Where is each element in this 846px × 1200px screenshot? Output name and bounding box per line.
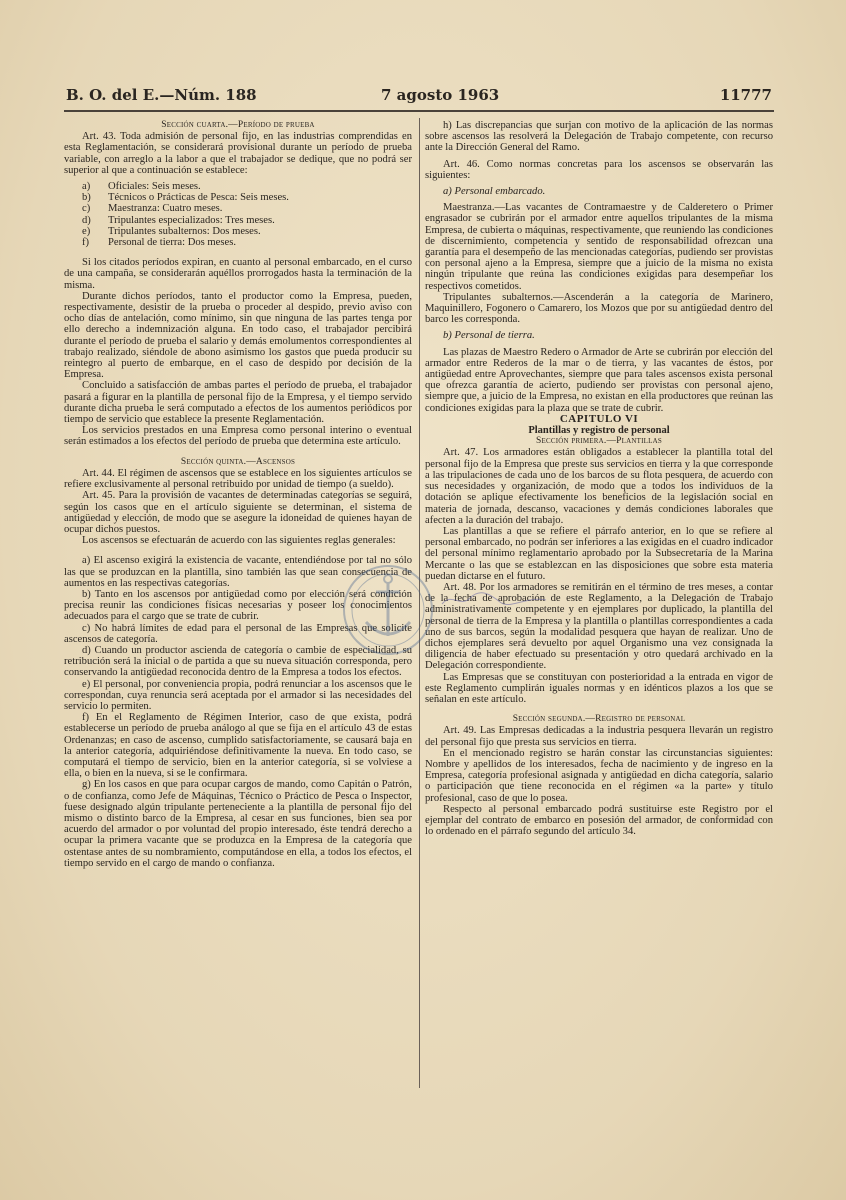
header-page-number: 11777 xyxy=(719,86,772,104)
paragraph: En el mencionado registro se harán constar las circunstancias siguientes: Nombre y apellidos de los interesados, fecha de nacimiento y de ingreso en la Empresa, categoría profesional asignada y antigüedad en dicha categoría, salario o participación que tiene reconocida en el régimen «a la parte» y título profesional, caso de que lo posea. xyxy=(425,747,773,804)
list-item: a) Oficiales: Seis meses. xyxy=(82,181,201,193)
rule-h: h) Las discrepancias que surjan con motivo de la aplicación de las normas sobre ascensos las resolverá la Delegación de Trabajo competente, con recurso ante la Dirección General del Ramo. xyxy=(425,120,773,154)
paragraph: Los servicios prestados en una Empresa como personal interino o eventual serán estimados a los efectos del período de prueba que determina este artículo. xyxy=(64,425,412,448)
rule-e: e) El personal, por conveniencia propia, podrá renunciar a los ascensos que le correspondan, cuya renuncia será aceptada por el armador si las necesidades del servicio lo permiten. xyxy=(64,678,412,712)
paragraph: Los ascensos se efectuarán de acuerdo con las siguientes reglas generales: xyxy=(82,535,396,547)
left-column xyxy=(64,120,412,869)
rule-a: a) El ascenso exigirá la existencia de vacante, entendiéndose por tal no sólo las que se produzcan en la plantilla, sino también las que sean consecuencia de aumentos en las respectivas categorías. xyxy=(64,555,412,589)
article-44: Art. 44. El régimen de ascensos que se establece en los siguientes artículos se refiere exclusivamente al personal retribuido por unidad de tiempo (a sueldo). xyxy=(64,467,412,491)
list-item: c) Maestranza: Cuatro meses. xyxy=(82,203,223,215)
list-item: f) Personal de tierra: Dos meses. xyxy=(82,237,236,249)
page-header xyxy=(66,86,772,108)
article-48: Art. 48. Por los armadores se remitirán en el término de tres meses, a contar de la fecha de aprobación de este Reglamento, a la Delegación de Trabajo administrativamente competente y en ejemplares por duplicado, la plantilla del personal de tierra de la Empresa y la plantilla o plantillas correspondientes a cada uno de sus barcos, según la modalidad pesquera que hayan de realizar. Uno de dichos ejemplares será devuelto por aquel Organismo una vez consignada la diligencia de haber efectuado su presentación y otro quedará archivado en la Delegación correspondiente. xyxy=(425,581,773,672)
paragraph: Si los citados períodos expiran, en cuanto al personal embarcado, en el curso de una campaña, se considerarán aquéllos prorrogados hasta la terminación de la misma. xyxy=(64,257,412,291)
list-item: b) Técnicos o Prácticas de Pesca: Seis meses. xyxy=(82,192,289,204)
article-46: Art. 46. Como normas concretas para los ascensos se observarán las siguientes: xyxy=(425,158,773,181)
list-item: d) Tripulantes especializados: Tres meses. xyxy=(82,214,275,226)
paragraph-maestranza: Maestranza.—Las vacantes de Contramaestre y de Calderetero o Primer engrasador se cubrirán por el armador entre aquellos tripulantes de la misma Empresa, de cubierta o máquinas, respectivamente, que reuniendo las condiciones de discernimiento, competencia y sentido de responsabilidad ofrezcan una garantía para el desempeño de las mencionadas categorías, pudiendo ser provistas con personal ajeno a la Empresa, siempre que a juicio de la misma no exista ningún tripulante que reúna las condiciones exigidas para desempeñar los respectivos cometidos. xyxy=(425,202,773,292)
probation-list xyxy=(64,181,412,248)
subheading-embarked: a) Personal embarcado. xyxy=(443,186,546,198)
header-rule xyxy=(64,110,774,112)
rule-d: d) Cuando un productor ascienda de categoría o cambie de especialidad, su retribución será la inicial o de partida a que su nueva situación corresponda, pero conservando la antigüedad reconocida dentro de la Empresa a todos los efectos. xyxy=(64,644,412,679)
right-column xyxy=(425,120,773,837)
article-47: Art. 47. Los armadores están obligados a establecer la plantilla total del personal fijo de la Empresa que preste sus servicios en tierra y la que corresponde a las tripulaciones de cada uno de los barcos de su flota pesquera, de acuerdo con sus necesidades y organización, de modo que a todos los individuos de la dotación se aplique efectivamente los beneficios de la legislación social en materia de jornada, descanso, vacaciones y demás condiciones laborales que afecten a la duración del trabajo. xyxy=(425,447,773,526)
rule-b: b) Tanto en los ascensos por antigüedad como por elección será condición precisa reunir las condiciones físicas necesarias y poseer los conocimientos adecuados para el cargo que se trate de cubrir. xyxy=(64,588,412,623)
paragraph: Concluido a satisfacción de ambas partes el período de prueba, el trabajador pasará a figurar en la plantilla de personal fijo de la Empresa, y el tiempo servido durante dicha prueba le será computado a efectos de los aumentos periódicos por tiempo de servicio que establece la presente Reglamentación. xyxy=(64,380,412,426)
list-item: e) Tripulantes subalternos: Dos meses. xyxy=(82,225,261,237)
article-43: Art. 43. Toda admisión de personal fijo, en las industrias comprendidas en esta Reglamentación, se considerará provisional durante un período de prueba variable, con arreglo a la labor a que el trabajador se dedique, que no podrá ser superior al que a continuación se establece: xyxy=(64,131,412,176)
paragraph-plazas: Las plazas de Maestro Redero o Armador de Arte se cubrirán por elección del armador entre Rederos de la mar o de tierra, y las vacantes de éstos, por antigüedad entre Aprovechantes, siempre que para tales ascensos exista personal que ofrezca garantía de acierto, pudiendo ser provistas con personal ajeno, siempre que, a juicio de la Empresa, no existan en ella productores que reúnan las condiciones exigidas para la plaza que se trate de cubrir. xyxy=(425,346,773,414)
handwritten-mark-icon xyxy=(440,590,550,610)
paragraph: Las plantillas a que se refiere el párrafo anterior, en lo que se refiere al personal embarcado, no podrán ser inferiores a las exigidas en el cuadro indicador del personal mínimo reglamentario aprobado por la Subsecretaría de la Marina Mercante o las que se establezcan en las disposiciones que sobre esta materia puedan dictarse en el futuro. xyxy=(425,525,773,582)
paragraph: Respecto al personal embarcado podrá sustituirse este Registro por el ejemplar del contrato de embarco en posesión del armador, de conformidad con lo ordenado en el párrafo segundo del artículo 34. xyxy=(425,803,773,838)
section-title: Sección segunda.—Registro de personal xyxy=(512,714,686,725)
chapter-title: CAPITULO VI xyxy=(559,412,639,425)
article-45: Art. 45. Para la provisión de vacantes de determinadas categorías se seguirá, según los casos que en el artículo siguiente se determinan, el sistema de antigüedad y elección, de modo que se asegure la idoneidad de quienes hayan de ocupar dichos puestos. xyxy=(64,490,412,535)
section-title: Sección primera.—Plantillas xyxy=(536,436,662,447)
rule-f: f) En el Reglamento de Régimen Interior, caso de que exista, podrá establecerse un período de prueba análogo al que se fija en el artículo 43 de estas Ordenanzas; en caso de ascenso, cumplido satisfactoriamente, se causará baja en la anterior categoría, adquiriéndose definitivamente la nueva. En todo caso, se computará el tiempo de servicio, bien en la anterior categoría, si se volviese a ella, o bien en la nueva, si se le confirmara. xyxy=(64,712,412,780)
subheading-land: b) Personal de tierra. xyxy=(443,330,535,342)
rule-c: c) No habrá límites de edad para el personal de las Empresas que solicite ascensos de categoría. xyxy=(64,622,412,645)
article-49: Art. 49. Las Empresas dedicadas a la industria pesquera llevarán un registro del personal fijo que presta sus servicios en tierra. xyxy=(425,725,773,748)
paragraph: Las Empresas que se constituyan con posterioridad a la entrada en vigor de este Reglamento cumplirán iguales normas y en idénticos plazos a los que se señalan en este artículo. xyxy=(425,671,773,705)
section-title: Sección quinta.—Ascensos xyxy=(180,456,296,467)
archive-stamp-icon xyxy=(338,560,438,660)
section-title: Sección cuarta.—Período de prueba xyxy=(161,120,315,130)
chapter-subtitle: Plantillas y registro de personal xyxy=(528,425,670,437)
header-journal: B. O. del E.—Núm. 188 xyxy=(66,86,257,104)
paragraph: Durante dichos períodos, tanto el productor como la Empresa, pueden, respectivamente, desistir de la prueba o proceder al despido, previo aviso con ocho días de antelación, como mínimo, sin que ninguna de las partes tenga por ello derecho a indemnización alguna. En todo caso, el trabajador percibirá durante el período de prueba el salario y demás emolumentos correspondientes al trabajo realizado, siéndole de abono asimismo los gastos que pueda producir su reintegro al puerto de embarque, en el caso de despido por decisión de la Empresa. xyxy=(64,290,412,381)
header-date: 7 agosto 1963 xyxy=(381,86,500,104)
paragraph-tripulantes: Tripulantes subalternos.—Ascenderán a la categoría de Marinero, Maquinillero, Fogonero o Camarero, los Mozos que por su antigüedad dentro del barco les corresponda. xyxy=(425,291,773,326)
rule-g: g) En los casos en que para ocupar cargos de mando, como Capitán o Patrón, o de confianza, como Jefe de Máquinas, Técnico o Práctico de Pesca o Inspector, fuese designado algún tripulante perteneciente a la plantilla de personal fijo del mismo o distinto barco de la Empresa, al cesar en sus funciones, bien sea por acuerdo del armador o por voluntad del propio interesado, éste tendrá derecho a ocupar la primera vacante que se produzca en la Empresa de la categoría que ostentase antes de su nombramiento, computándose en ella, a todos los efectos, el tiempo servido en el cargo de mando o confianza. xyxy=(64,779,412,869)
